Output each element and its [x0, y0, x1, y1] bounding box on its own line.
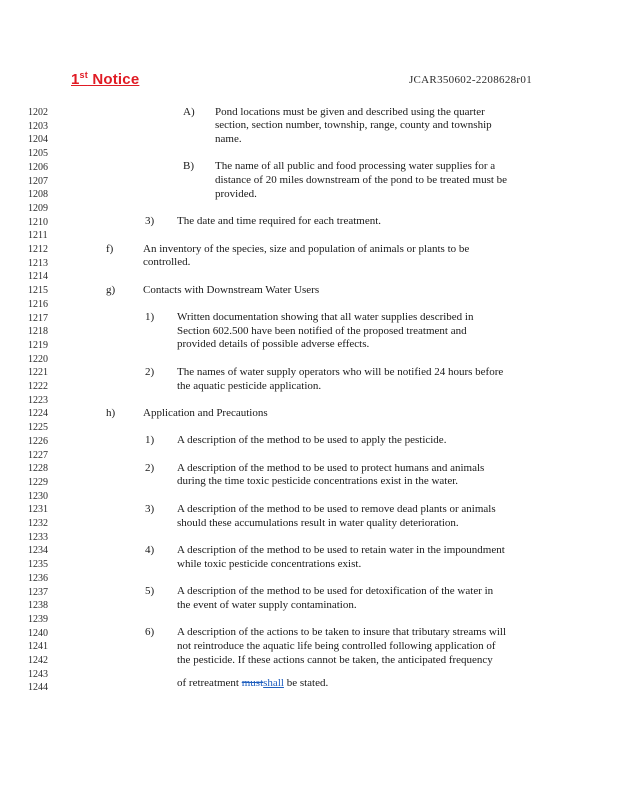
line-number: 1227 — [28, 449, 48, 461]
item-text-line: The date and time required for each treatment. — [177, 215, 382, 228]
line-number: 1218 — [28, 326, 48, 338]
line-number: 1231 — [28, 504, 48, 516]
item-text-line: provided. — [215, 187, 257, 200]
line-number: 1225 — [28, 422, 48, 434]
line-number: 1236 — [28, 572, 48, 584]
item-text-line: A description of the method to be used to apply the pesticide. — [177, 434, 447, 447]
line-number: 1219 — [28, 339, 48, 351]
item-text-line: the aquatic pesticide application. — [177, 379, 322, 392]
item-text-line: the event of water supply contamination. — [177, 598, 357, 611]
deleted-text: must — [241, 677, 264, 689]
item-text-line: distance of 20 miles downstream of the pond to be treated must be — [215, 174, 508, 186]
item-label: f) — [106, 242, 114, 255]
line-number: 1237 — [28, 586, 48, 598]
line-number: 1244 — [28, 682, 48, 694]
item-text-line: Section 602.500 have been notified of the proposed treatment and — [177, 324, 467, 337]
item-label: B) — [183, 160, 194, 173]
line-number: 1203 — [28, 120, 48, 132]
item-text-line: should these accumulations result in water quality deterioration. — [177, 516, 459, 529]
line-number: 1240 — [28, 627, 48, 639]
line-number: 1234 — [28, 545, 48, 557]
item-label: h) — [106, 406, 116, 419]
line-number: 1214 — [28, 271, 48, 283]
item-text-line: section, section number, township, range, county and township — [215, 119, 492, 132]
item-text-line: The name of all public and food processing water supplies for a — [215, 160, 496, 173]
line-number: 1233 — [28, 531, 48, 543]
line-number: 1210 — [28, 216, 48, 228]
item-label: 1) — [145, 311, 155, 323]
line-number: 1213 — [28, 257, 48, 269]
item-text-line: A description of the method to be used to retain water in the impoundment — [177, 543, 505, 556]
last-line-before: of retreatment — [177, 677, 242, 689]
line-number: 1229 — [28, 476, 48, 488]
line-number: 1205 — [28, 148, 48, 160]
item-text-line: A description of the method to be used to protect humans and animals — [177, 461, 485, 474]
item-text-line: Written documentation showing that all water supplies described in — [177, 311, 474, 323]
item-label: 3) — [145, 215, 155, 228]
line-number: 1206 — [28, 161, 48, 173]
line-number: 1238 — [28, 600, 48, 612]
line-number: 1224 — [28, 408, 48, 420]
item-label: g) — [106, 283, 116, 296]
item-label: A) — [183, 105, 195, 118]
item-label: 3) — [145, 502, 155, 515]
line-number: 1202 — [28, 107, 48, 118]
line-number: 1222 — [28, 381, 48, 392]
item-text-line: An inventory of the species, size and population of animals or plants to be — [143, 242, 470, 255]
line-number: 1204 — [28, 134, 48, 146]
line-number: 1215 — [28, 285, 48, 297]
line-number: 1226 — [28, 435, 48, 447]
item-text-line: during the time toxic pesticide concentrations exist in the water. — [177, 475, 459, 488]
line-number: 1232 — [28, 518, 48, 529]
item-text-line: Contacts with Downstream Water Users — [143, 283, 320, 296]
item-label: 6) — [145, 626, 155, 639]
item-text-line: Application and Precautions — [143, 406, 268, 419]
last-line-after: be stated. — [283, 677, 329, 689]
document-id: JCAR350602-2208628r01 — [408, 74, 532, 86]
line-number: 1228 — [28, 463, 48, 475]
item-text-line: The names of water supply operators who will be notified 24 hours before — [177, 365, 504, 378]
line-number: 1220 — [28, 353, 48, 365]
line-number: 1243 — [28, 668, 48, 680]
line-number: 1207 — [28, 175, 48, 187]
line-number: 1216 — [28, 298, 48, 310]
item-text-line: A description of the actions to be taken to insure that tributary streams will — [177, 626, 507, 639]
line-number: 1242 — [28, 655, 48, 666]
item-label: 2) — [145, 461, 155, 474]
item-text-line: while toxic pesticide concentrations exist. — [177, 557, 362, 570]
line-number: 1230 — [28, 490, 48, 502]
last-line — [177, 677, 328, 690]
item-text-line: provided details of possible adverse effects. — [177, 338, 370, 351]
item-label: 2) — [145, 365, 155, 378]
item-text-line: A description of the method to be used to remove dead plants or animals — [177, 502, 496, 515]
item-text-line: name. — [215, 132, 242, 145]
line-number: 1241 — [28, 641, 48, 653]
notice-heading: 1st Notice — [71, 70, 140, 88]
item-text-line: A description of the method to be used for detoxification of the water in — [177, 585, 494, 597]
line-number: 1223 — [28, 394, 48, 406]
line-number: 1235 — [28, 559, 48, 571]
item-text-line: controlled. — [143, 256, 191, 269]
line-number: 1217 — [28, 312, 48, 324]
line-number: 1211 — [28, 230, 48, 242]
line-number: 1221 — [28, 367, 48, 379]
line-number: 1209 — [28, 202, 48, 214]
item-text-line: Pond locations must be given and described using the quarter — [215, 105, 485, 118]
line-number: 1208 — [28, 189, 48, 201]
item-label: 1) — [145, 434, 155, 447]
item-text-line: the pesticide. If these actions cannot be taken, the anticipated frequency — [177, 653, 493, 666]
line-number: 1212 — [28, 244, 48, 255]
item-text-line: not reintroduce the aquatic life being controlled following application of — [177, 639, 496, 652]
item-label: 4) — [145, 543, 155, 556]
line-number: 1239 — [28, 613, 48, 625]
inserted-text: shall — [263, 677, 284, 689]
item-label: 5) — [145, 585, 155, 597]
